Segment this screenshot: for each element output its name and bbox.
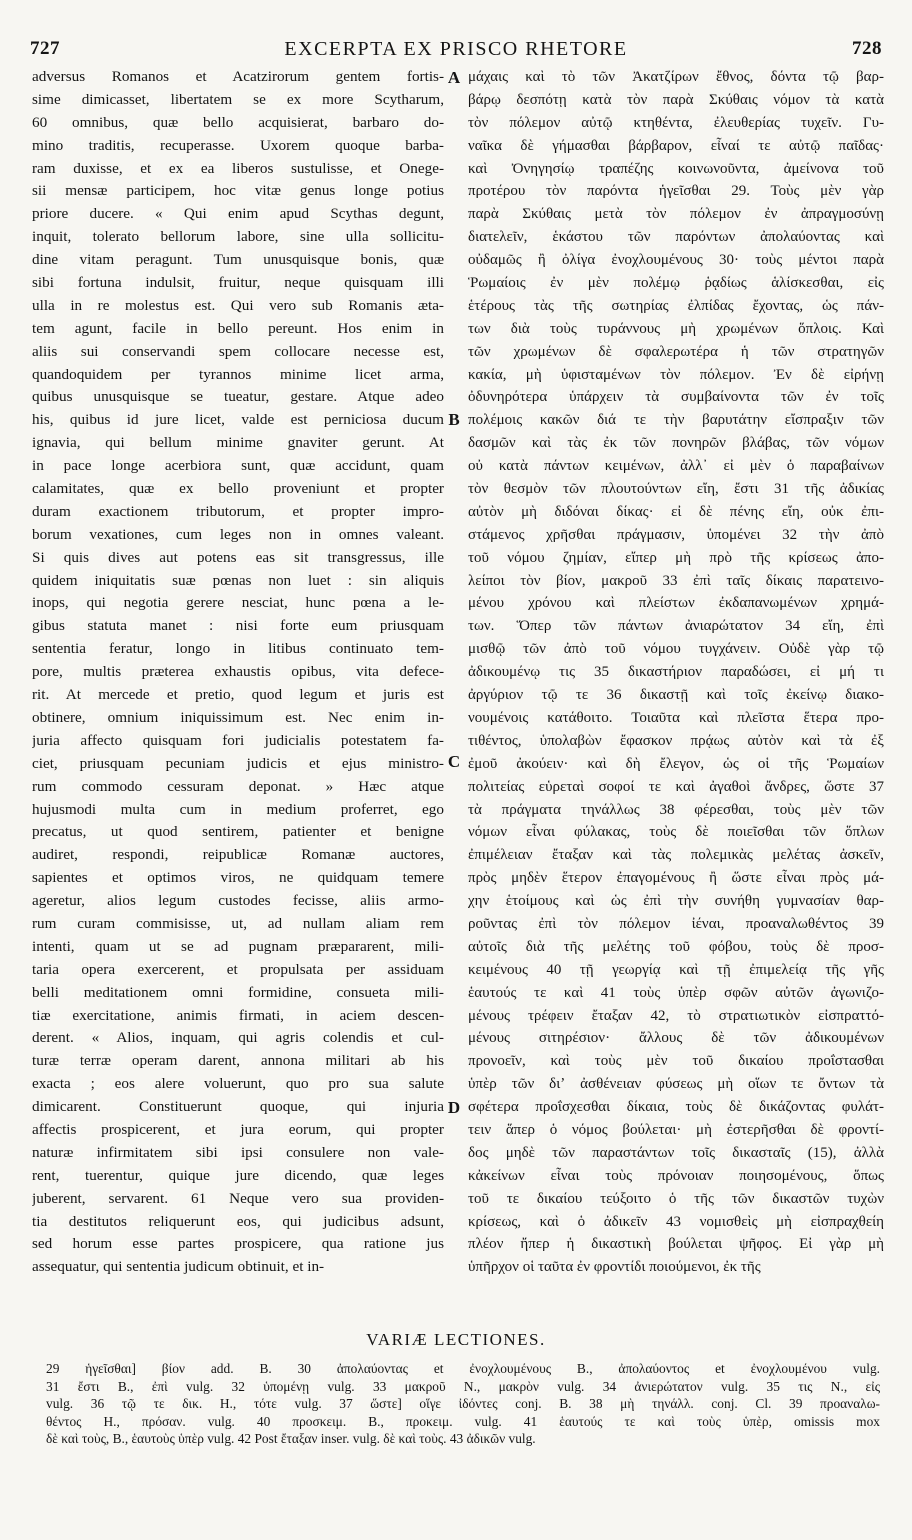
latin-text-line: inops, qui negotia gerere nesciat, hunc pœna a le- [32,594,444,612]
latin-text-line: dine vitam peragunt. Tum unusquisque bonis, quæ [32,251,444,269]
greek-text-line: διατελεῖν, ἑκάστου τῶν παρόντων ἀπολαύοντας καὶ [468,229,884,246]
greek-text-line: μάχαις καὶ τὸ τῶν Ἀκατζίρων ἔθνος, δόντα τῷ βαρ- [468,69,884,85]
latin-text-line: sed horum esse partes prospicere, qua ratione jus [32,1235,444,1253]
latin-text-line: ciet, priusquam pecuniam judicis et ejus ministro- [32,754,444,772]
latin-text-line: borum vexationes, cum leges non in omnes valeant. [32,525,444,543]
latin-text-line: tia destitutos reliquerunt eos, qui judicibus adsunt, [32,1212,444,1230]
latin-text-line: exacta ; eos alere voluerunt, quo pro sua salute [32,1075,444,1093]
latin-text-line: ram duxisse, et ex ea liberos sustulisse, et Onege- [32,159,444,177]
greek-text-line: τὸν θεσμὸν τῶν πλουτούντων εἴη, ἔστι 31 τῆς ἀδικίας [468,481,884,498]
latin-text-line: sime dimicasset, libertatem se ex more Scytharum, [32,90,444,108]
greek-text-line: νουμένοις κατάθοιτο. Τοιαῦτα καὶ πλεῖστα ἕτερα προ- [468,709,884,726]
greek-text-line: τὸν πόλεμον αὐτῷ κτηθέντα, ἐλευθερίας τυχεῖν. Γυ- [468,114,884,131]
latin-text-line: ageretur, alios legum custodes fecisse, aliis armo- [32,892,444,910]
greek-text-line: μένου χρόνου καὶ πλείστων ἐκδαπανωμένων χρημά- [468,595,884,612]
margin-letter-b: B [448,410,460,429]
greek-text-line: των διὰ τοὺς τυράννους μὴ χρωμένων ὅπλοις. Καὶ [468,320,884,337]
margin-letter-d: D [447,1098,461,1117]
latin-text-line: sii mensæ participem, hoc vitæ genus longe potius [32,182,444,200]
greek-text-line: παρὰ Σκύθαις μετὰ τὸν πόλεμον ἐν ἀπραγμοσύνῃ [468,206,884,223]
latin-text-line: inquit, tolerato bellorum labore, sine ulla sollicitu- [32,228,444,246]
greek-text-line: αὐτὸν μὴ διδόναι δίκας· εἰ δὲ πένης εἴη, οὐκ ἐπι- [468,503,884,520]
latin-text-line: juberent, servarent. 61 Neque vero sua providen- [32,1189,444,1207]
latin-text-line: tiæ exercitatione, animis firmati, in aciem descen- [32,1006,444,1024]
greek-text-line: πολιτείας εὑρεταὶ σοφοί τε καὶ ἀγαθοὶ ἄνδρες, ὥστε 37 [468,778,884,795]
latin-text-line: rent, tuerentur, quique jure dicendo, quæ leges [32,1166,444,1184]
variant-note-line: 31 ἔστι B., ἐπὶ vulg. 32 ὑπομένῃ vulg. 33 μακροῦ N., μακρὸν vulg. 34 ἀνιερώτατον vulg. 35 τις N., εἰς [46,1378,880,1394]
greek-text-line: πολέμοις κακῶν διά τε τὴν βαρυτάτην εἴσπραξιν τῶν [468,412,884,429]
latin-text-line: mino traditis, recuperasse. Uxorem quoque barba- [32,136,444,154]
latin-text-line: precatus, ut quod sentirem, patienter et benigne [32,823,444,841]
greek-text-line: τὰ πράγματα τηνάλλως 38 φέρεσθαι, τοὺς μὲν τῶν [468,801,884,818]
latin-text-line: calamitates, quæ ex bello proveniunt et propter [32,480,444,498]
latin-text-line: belli meditationem omni formidine, consueta mili- [32,983,444,1001]
page-header [30,34,882,64]
latin-text-line: tem agunt, facile in bello pereunt. Hos enim in [32,319,444,337]
latin-text-line: naturæ infirmitatem sibi ipsi consulere non vale- [32,1143,444,1161]
greek-text-line: οὐ κατὰ πάντων κειμένων, ἀλλ᾽ εἰ μὲν ὁ παραβαίνων [468,458,884,475]
latin-text-line: Si quis dives aut potens eas sit transgressus, ille [32,548,444,566]
greek-text-line: τοῦ τε δικαίου τεύξοιτο ὁ τῆς τῶν δικαστῶν τυχὼν [468,1190,884,1207]
greek-text-line: δος μηδὲ τῶν παραστάντων τοῖς δικασταῖς (15), ἀλλὰ [468,1144,884,1161]
latin-text-line: sapientes et optimos viros, ne quidquam temere [32,869,444,887]
latin-text-line: intenti, quam ut se ad pugnam præpararent, mili- [32,937,444,955]
greek-text-line: ὀδυνηρότερα ὑπάρχειν τὰ συμβαίνοντα τῶν ἐν τοῖς [468,389,884,406]
greek-text-line: ναῖκα δὲ γήμασθαι βάρβαρον, εἶναί τε αὐτῷ παῖδας· [468,137,884,154]
greek-text-line: ἀργύριον τῷ τε 36 δικαστῇ καὶ τοῖς ἐκείνῳ διακο- [468,687,884,704]
greek-text-line: ἐπιμέλειαν ἔταξαν καὶ τὰς πολεμικὰς μελέτας ἀσκεῖν, [468,847,884,864]
variant-note-line: θέντος H., πρόσαν. vulg. 40 προσκειμ. B., προκειμ. vulg. 41 ἑαυτούς τε καὶ τοὺς ὑπὲρ, omissis mox [46,1413,880,1429]
greek-text-line: λείποι τὸν βίον, μακροῦ 33 ἐπὶ ταῖς δίκαις παρατεινο- [468,572,884,589]
greek-text-line: οὐδαμῶς ἢ ὀλίγα ἐνοχλουμένους 30· τοὺς μέντοι παρὰ [468,252,884,269]
greek-text-line: τιθέντος, ὑπολαβὼν ἔφασκον πρᾴως αὐτὸν καὶ τὰ ἐξ [468,732,884,749]
greek-text-line: μισθῷ τῶν ἀπὸ τοῦ νόμου τυγχάνειν. Οὐδὲ γὰρ τῷ [468,641,884,658]
latin-text-line: his, quibus id jure licet, valde est perniciosa ducum [32,411,444,429]
running-title: EXCERPTA EX PRISCO RHETORE [284,37,628,60]
greek-text-line: πλέον ἤπερ ἡ δικαστικὴ βούλεται ψῆφος. Εἰ γὰρ μὴ [468,1236,884,1253]
greek-text-line: κειμένους 40 τῇ γεωργίᾳ καὶ τῇ ἐπιμελείᾳ τῆς γῆς [468,961,884,978]
latin-text-line: quandoquidem per tyrannos minime licet arma, [32,365,444,383]
greek-text-line: μένους σιτηρέσιον· ἄλλους δὲ τῶν ἀδικουμένων [468,1030,884,1047]
greek-text-line: τειν ἅπερ ὁ νόμος βούλεται· μὴ ἐστερῆσθαι δὲ φροντί- [468,1121,884,1138]
latin-text-line: duram exactionem tributorum, et propter impro- [32,502,444,520]
latin-column [32,66,444,1316]
greek-text-line: χην ἑτοίμους καὶ ὡς ἐπὶ τὴν συνήθη γυμνασίαν θαρ- [468,893,884,910]
greek-text-line: ἑτέρους τὰς τῆς σωτηρίας ἐλπίδας ἔχοντας, ὡς πάν- [468,297,884,314]
greek-text-line: αὐτοῖς διὰ τῆς μελέτης τοῦ φόβου, τοὺς δὲ προσ- [468,938,884,955]
latin-text-line: pore, multis præterea exhaustis opibus, vita defece- [32,663,444,681]
page-number-right: 728 [852,38,882,59]
greek-text-line: πρὸς μηδὲν ἕτερον ἐπαγομένους ἢ ὥστε εἶναι πρὸς μά- [468,870,884,887]
latin-text-line: aliis sui conservandi spem collocare necesse est, [32,342,444,360]
margin-letter-c: C [447,752,461,771]
greek-text-line: ὑπῆρχον οἱ ταῦτα ἐν φροντίδι ποιούμενοι, ἐκ τῆς [468,1259,761,1276]
latin-text-line: rum commodo cessuram deponat. » Hæc atque [32,777,444,795]
latin-text-line: adversus Romanos et Acatzirorum gentem fortis- [32,68,444,85]
latin-text-line: quibus unusquisque se tueatur, gestare. Atque adeo [32,388,444,406]
greek-text-line: προτέρου τὸν παρόντα ἡγεῖσθαι 29. Τοὺς μὲν γὰρ [468,183,884,200]
latin-text-line: in pace longe acerbiora sunt, quæ accidunt, quam [32,457,444,475]
latin-text-line: quidem iniquitatis suæ pœnas non luet : sin aliquis [32,571,444,589]
greek-text-line: βάρῳ δεσπότῃ κατὰ τὸν παρὰ Σκύθαις νόμον τὰ κατὰ [468,91,884,108]
latin-text-line: dimicarent. Constituerunt quoque, qui injuria [32,1098,444,1116]
latin-text-line: rum curam commisisse, ut, ad nullam aliam rem [32,914,444,932]
greek-text-line: κακία, μὴ ὑφισταμένων τὸν πόλεμον. Ἐν δὲ εἰρήνῃ [468,366,884,383]
latin-text-line: audiret, respondi, reipublicæ Romanæ auctores, [32,846,444,864]
greek-text-line: δασμῶν καὶ τὰς ἐκ τῶν πονηρῶν βλάβας, τῶν νόμων [468,435,884,452]
latin-text-line: taria opera exercerent, et propulsata per assiduam [32,960,444,978]
latin-text-line: obtinere, omnium iniquissimum est. Nec enim in- [32,708,444,726]
greek-text-line: κρίσεως, καὶ ὁ ἀδικεῖν 43 νομισθεὶς μὴ εἰσπραχθείη [468,1213,884,1230]
greek-text-line: ροῦντας ἐπὶ τὸν πόλεμον ἰέναι, προαναλωθέντος 39 [468,915,884,932]
greek-text-line: καὶ Ὀνηγησίῳ τραπέζης κοινωνοῦντα, ἀμείνονα τοῦ [468,160,884,177]
latin-text-line: priore ducere. « Qui enim apud Scythas degunt, [32,205,444,223]
latin-text-line: ignavia, qui bellum minime gnaviter gerunt. At [32,434,444,452]
page-number-left: 727 [30,38,60,59]
greek-text-line: μένους τρέφειν ἔταξαν 42, τὸ στρατιωτικὸν εἰσπραττό- [468,1007,884,1024]
variant-note-line: δὲ καὶ τοὺς, B., ἑαυτοὺς ὑπὲρ vulg. 42 Post ἔταξαν inser. vulg. δὲ καὶ τοὺς. 43 ἀδικῶν vulg. [46,1431,536,1446]
latin-text-line: rit. At mercede et pretio, quod legum et juris est [32,686,444,704]
latin-text-line: 60 omnibus, quæ bello acquisierat, barbaro do- [32,113,444,131]
greek-text-line: στάμενος χρῆσθαι πράγμασιν, ὑπομένει 32 τὴν ἀπὸ [468,526,884,543]
variant-note-line: vulg. 36 τῷ τε δικ. H., τότε vulg. 37 ὥστε] οἵγε ἰδόντες conj. B. 38 μὴ τηνάλλ. conj. Cl. 39 προαναλω- [46,1396,880,1411]
latin-text-line: hujusmodi multa cum in medium proferret, ego [32,800,444,818]
greek-text-line: ἀδικουμένῳ τις 35 δικαστήριον παραδώσει, εἰ μή τι [468,664,884,681]
latin-text-line: affectis prospicerent, et jura eorum, qui propter [32,1120,444,1138]
greek-text-line: προνοεῖν, καὶ τοὺς μὲν τοῦ δικαίου προΐστασθαι [468,1053,884,1070]
greek-text-line: νόμων εἶναι φύλακας, τοὺς δὲ ποιεῖσθαι τῶν ὅπλων [468,824,884,841]
latin-text-line: juria affecto quisquam fori judicialis potestatem fa- [32,731,444,749]
variae-lectiones-title: VARIÆ LECTIONES. [366,1330,546,1349]
latin-text-line: ulla in re molestus est. Qui vero sub Romanis æta- [32,296,444,314]
latin-text-line: sententia feratur, longo in litibus continuato tem- [32,640,444,658]
greek-text-line: σφέτερα προΐσχεσθαι δίκαια, τοὺς δὲ δικάζοντας φυλάτ- [468,1099,884,1116]
greek-text-line: ἑαυτούς τε καὶ 41 τοὺς ὑπὲρ σφῶν αὐτῶν ἀγωνιζο- [468,984,884,1001]
greek-text-line: κἀκείνων εἶναι τοὺς πρόνοιαν ποιησομένους, ὅπως [468,1167,884,1184]
latin-text-line: assequatur, qui sententia judicum obtinuit, et in- [32,1258,325,1276]
latin-text-line: gibus statuta manet : nisi forte eum priusquam [32,617,444,635]
greek-column [468,66,884,1316]
latin-text-line: sibi fortuna indulsit, fruitur, neque quisquam illi [32,274,444,292]
greek-text-line: τοῦ νόμου ζημίαν, εἴπερ μὴ πρὸ τῆς κρίσεως ἀπο- [468,549,884,566]
margin-letter-a: A [447,68,461,87]
variant-note-line: 29 ἡγεῖσθαι] βίον add. B. 30 ἀπολαύοντας et ἐνοχλουμένους B., ἀπολαύοντος et ἐνοχλουμένου vulg. [46,1361,880,1376]
latin-text-line: derent. « Alios, inquam, qui agris colendis et cul- [32,1029,444,1047]
greek-text-line: ὑπὲρ τῶν διʼ ἀσθένειαν φύσεως μὴ οἵων τε ὄντων τὰ [468,1076,884,1093]
greek-text-line: τῶν χρωμένων δὲ σφαλερωτέρα ἡ τῶν στρατηγῶν [468,343,884,360]
greek-text-line: Ῥωμαίοις ἐν μὲν πολέμῳ ῥᾳδίως ἁλίσκεσθαι, εἰς [468,275,884,292]
greek-text-line: των. Ὅπερ τῶν πάντων ἀνιαρώτατον 34 εἴη, ἐπὶ [468,618,884,635]
variae-lectiones-notes [46,1360,880,1448]
latin-text-line: turæ terræ operam darent, annona militari ab his [32,1052,444,1070]
greek-text-line: ἐμοῦ ἀκούειν· καὶ δὴ ἔλεγον, ὡς οἱ τῆς Ῥωμαίων [468,755,884,772]
